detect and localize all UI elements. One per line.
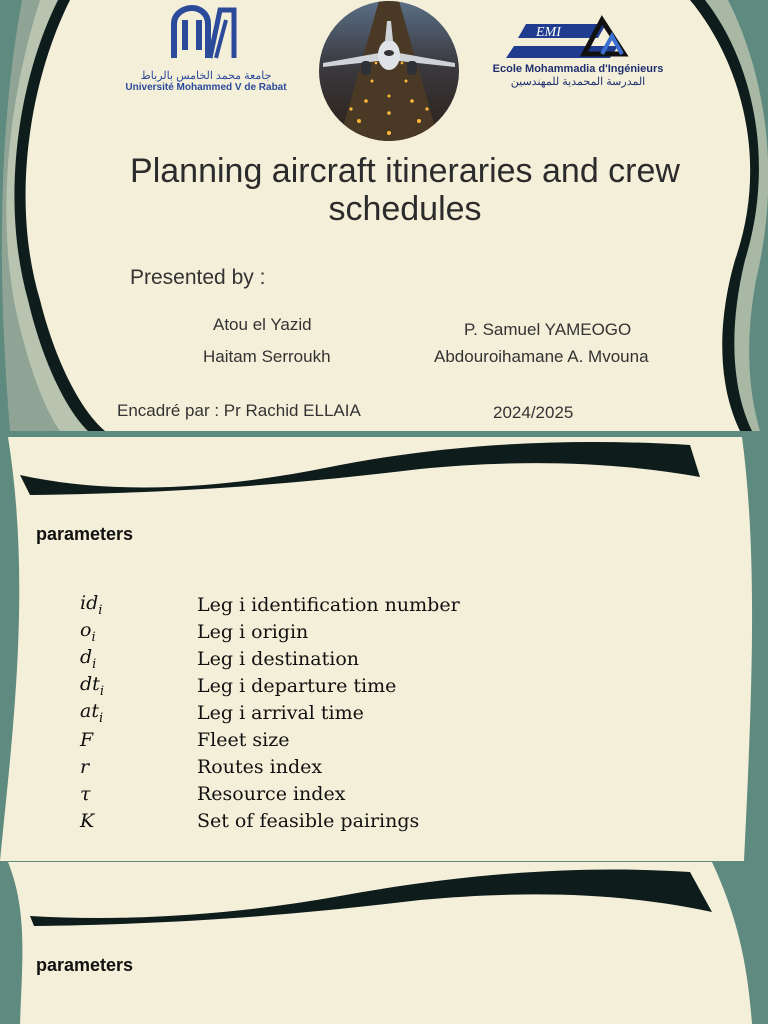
parameter-symbol: F: [80, 728, 94, 751]
parameters-slide: [0, 437, 768, 861]
parameter-row: [80, 780, 460, 807]
parameter-row: [80, 807, 460, 834]
parameter-row: [80, 699, 460, 726]
parameter-description: Routes index: [197, 755, 323, 778]
parameter-symbol: r: [80, 755, 90, 778]
parameter-row: [80, 645, 460, 672]
parameters-slide-2: [0, 862, 768, 1024]
parameter-description: Leg i departure time: [197, 674, 397, 697]
parameter-symbol: $d_i$: [80, 645, 97, 672]
presented-by-label: Presented by :: [130, 266, 266, 289]
emi-name-arabic: المدرسة المحمدية للمهندسين: [510, 76, 646, 88]
parameter-description: Leg i origin: [197, 620, 309, 643]
parameter-description: Leg i destination: [197, 647, 360, 670]
parameter-description: Resource index: [197, 782, 346, 805]
university-name-arabic: جامعة محمد الخامس بالرباط: [140, 70, 272, 82]
parameter-symbol: $at_i$: [80, 699, 104, 726]
university-emblem-icon: [122, 4, 290, 62]
author-name: P. Samuel YAMEOGO: [464, 320, 632, 339]
presentation-title: Planning aircraft itineraries and crew schedules: [130, 152, 680, 228]
title-slide: [0, 0, 768, 431]
university-name: Université Mohammed V de Rabat: [125, 82, 287, 93]
section-heading: parameters: [36, 955, 134, 975]
parameter-symbol: K: [80, 809, 95, 832]
parameter-symbol: τ: [80, 782, 91, 805]
emi-logo: [478, 14, 678, 94]
supervisor-label: Encadré par : Pr Rachid ELLAIA: [117, 401, 361, 420]
emi-name: Ecole Mohammadia d'Ingénieurs: [492, 63, 664, 75]
parameter-symbol: $o_i$: [80, 618, 96, 645]
parameter-row: [80, 672, 460, 699]
parameter-row: [80, 618, 460, 645]
parameters-table: [80, 591, 460, 834]
parameter-symbol: $id_i$: [80, 591, 103, 618]
airplane-image: [319, 1, 459, 141]
emi-letters: EMI: [536, 25, 561, 40]
section-heading: parameters: [36, 524, 134, 544]
author-name: Haitam Serroukh: [203, 347, 331, 366]
parameter-row: [80, 591, 460, 618]
university-logo: [122, 4, 290, 94]
parameter-symbol: $dt_i$: [80, 672, 104, 699]
parameter-description: Fleet size: [197, 728, 290, 751]
parameter-row: [80, 726, 460, 753]
parameter-description: Leg i arrival time: [197, 701, 364, 724]
academic-year: 2024/2025: [493, 403, 574, 422]
author-name: Atou el Yazid: [213, 315, 312, 334]
slide-background: [0, 862, 768, 1024]
emi-emblem-icon: [478, 14, 678, 58]
author-name: Abdouroihamane A. Mvouna: [434, 347, 649, 366]
parameter-description: Leg i identification number: [197, 593, 460, 616]
parameter-row: [80, 753, 460, 780]
parameter-description: Set of feasible pairings: [197, 809, 420, 832]
